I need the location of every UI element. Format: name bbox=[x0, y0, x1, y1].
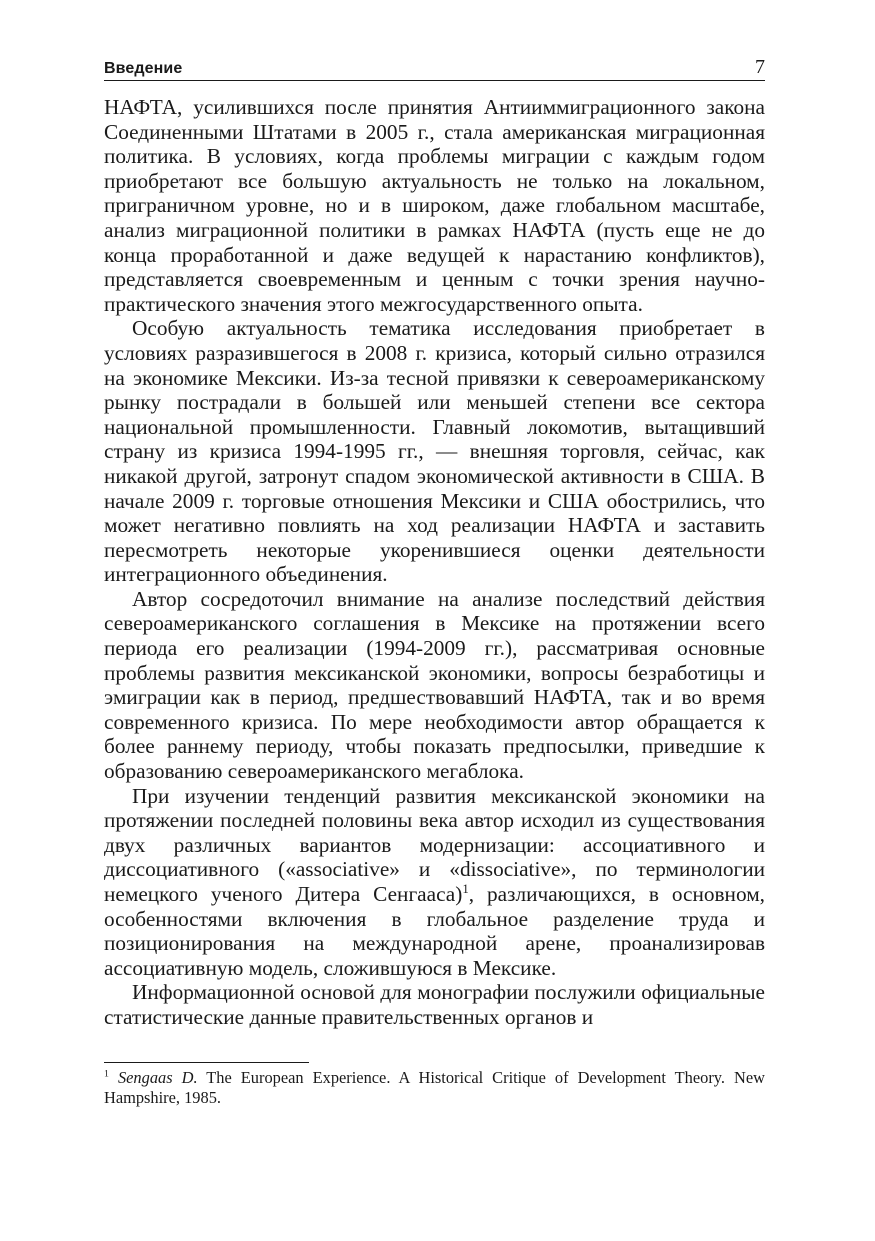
paragraph: Информационной основой для монографии послужили официальные статистические данные правительственных органов и bbox=[104, 980, 765, 1029]
page bbox=[104, 52, 765, 1030]
paragraph: Особую актуальность тематика исследования приобретает в условиях разразившегося в 2008 г. кризиса, который сильно отразился на экономике Мексики. Из-за тесной привязки к североамериканскому рынку пострадали в большей или меньшей степени все сектора национальной промышленности. Главный локомотив, вытащивший страну из кризиса 1994-1995 гг., — внешняя торговля, сейчас, как никакой другой, затронут спадом экономической активности в США. В начале 2009 г. торговые отношения Мексики и США обострились, что может негативно повлиять на ход реализации НАФТА и заставить пересмотреть некоторые укоренившиеся оценки деятельности интеграционного объединения. bbox=[104, 316, 765, 587]
footnote-author: Sengaas D. bbox=[117, 1068, 198, 1087]
paragraph-continuation: НАФТА, усилившихся после принятия Антииммиграционного закона Соединенными Штатами в 2005 г., стала американская миграционная политика. В условиях, когда проблемы миграции с каждым годом приобретают все большую актуальность не только на локальном, приграничном уровне, но и в широком, даже глобальном масштабе, анализ миграционной политики в рамках НАФТА (пусть еще не до конца проработанной и даже ведущей к нарастанию конфликтов), представляется своевременным и ценным с точки зрения научно-практического значения этого межгосударственного опыта. bbox=[104, 95, 765, 316]
paragraph-text: , различающихся, в основном, особенностями включения в глобальное разделение труда и позиционирования на международной арене, проанализировав ассоциативную модель, сложившуюся в Мексике. bbox=[104, 882, 765, 980]
running-head bbox=[104, 52, 765, 81]
section-title: Введение bbox=[104, 60, 183, 77]
paragraph: Автор сосредоточил внимание на анализе последствий действия североамериканского соглашения в Мексике на протяжении всего периода его реализации (1994-2009 гг.), рассматривая основные проблемы развития мексиканской экономики, вопросы безработицы и эмиграции как в период, предшествовавший НАФТА, так и во время современного кризиса. По мере необходимости автор обращается к более раннему периоду, чтобы показать предпосылки, приведшие к образованию североамериканского мегаблока. bbox=[104, 586, 765, 784]
footnote bbox=[104, 1068, 765, 1108]
page-number: 7 bbox=[755, 56, 765, 78]
footnote-reference[interactable]: 1 bbox=[462, 881, 469, 896]
body-text bbox=[104, 95, 765, 1030]
footnote-divider bbox=[104, 1062, 309, 1063]
paragraph-text: При изучении тенденций развития мексиканской экономики на протяжении последней половины века автор исходил из существования двух различных вариантов модернизации: ассоциативного и диссоциативного («associative» и «dissociative», по терминологии немецкого ученого Дитера Сенгааса) bbox=[104, 783, 765, 906]
footnote-text: The European Experience. A Historical Critique of Development Theory. New Hampshire, 1985. bbox=[104, 1068, 765, 1107]
footnote-marker: 1 bbox=[104, 1068, 109, 1080]
paragraph-with-footnote bbox=[104, 784, 765, 981]
